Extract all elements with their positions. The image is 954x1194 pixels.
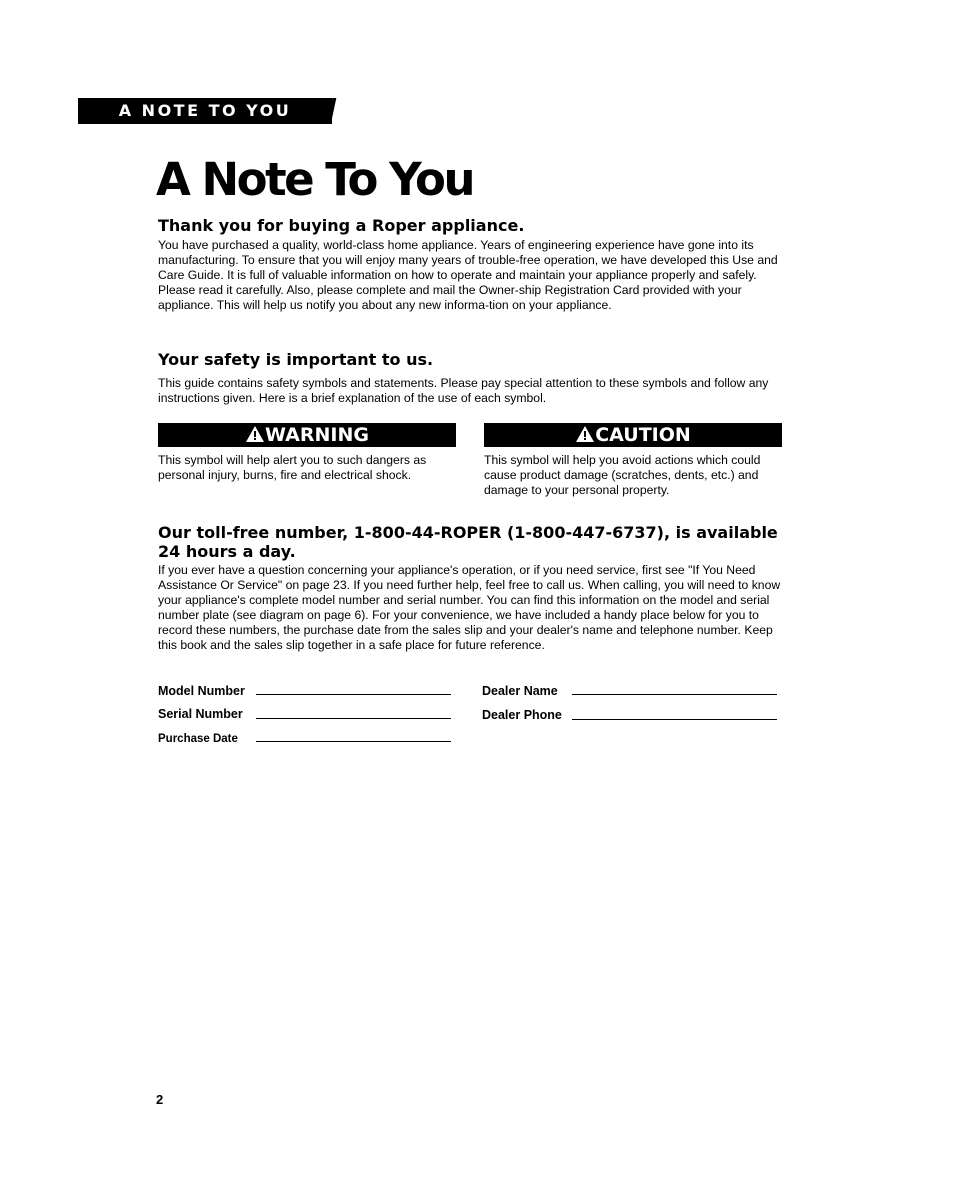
purchase-date-line[interactable] bbox=[256, 741, 451, 742]
warning-banner bbox=[158, 423, 456, 447]
dealer-phone-label: Dealer Phone bbox=[482, 708, 562, 722]
caution-text: This symbol will help you avoid actions which could cause product damage (scratches, dents, etc.) and damage to your personal property. bbox=[484, 453, 761, 497]
purchase-date-label: Purchase Date bbox=[158, 733, 238, 745]
thanks-body: You have purchased a quality, world-class home appliance. Years of engineering experience have gone into its manufacturing. To ensure that you will enjoy many years of trouble-free operation, we have developed this Use and Care Guide. It is full of valuable information on how to operate and maintain your appliance properly and safely. Please read it carefully. Also, please complete and mail the Owner-ship Registration Card provided with your appliance. This will help us notify you about any new informa-tion on your appliance. bbox=[158, 238, 778, 312]
caution-banner bbox=[484, 423, 782, 447]
dealer-name-line[interactable] bbox=[572, 694, 777, 695]
safety-body: This guide contains safety symbols and statements. Please pay special attention to these symbols and follow any instructions given. Here is a brief explanation of the use of each symbol. bbox=[158, 376, 769, 405]
model-number-label: Model Number bbox=[158, 684, 245, 698]
dealer-name-label: Dealer Name bbox=[482, 684, 558, 698]
dealer-phone-line[interactable] bbox=[572, 719, 777, 720]
model-number-line[interactable] bbox=[256, 694, 451, 695]
serial-number-label: Serial Number bbox=[158, 707, 243, 721]
serial-number-line[interactable] bbox=[256, 718, 451, 719]
tollfree-body: If you ever have a question concerning your appliance's operation, or if you need service, first see "If You Need Assistance Or Service" on page 23. If you need further help, feel free to call us. When calling, you will need to know your appliance's complete model number and serial number. You can find this information on the model and serial number plate (see diagram on page 6). For your convenience, we have included a handy place below for you to record these numbers, the purchase date from the sales slip and your dealer's name and telephone number. Keep this book and the sales slip together in a safe place for future reference. bbox=[158, 563, 781, 652]
page-title: A Note To You bbox=[156, 153, 473, 206]
caution-label: CAUTION bbox=[595, 424, 691, 446]
section-tab: A NOTE TO YOU bbox=[78, 98, 332, 124]
safety-heading: Your safety is important to us. bbox=[158, 350, 434, 369]
tollfree-heading: Our toll-free number, 1-800-44-ROPER (1-800-447-6737), is available 24 hours a day. bbox=[158, 523, 778, 561]
thanks-heading: Thank you for buying a Roper appliance. bbox=[158, 216, 525, 235]
warning-text: This symbol will help alert you to such dangers as personal injury, burns, fire and electrical shock. bbox=[158, 453, 427, 482]
warning-triangle-icon bbox=[575, 425, 595, 443]
warning-label: WARNING bbox=[265, 424, 369, 446]
warning-triangle-icon bbox=[245, 425, 265, 443]
page-number: 2 bbox=[156, 1092, 164, 1107]
